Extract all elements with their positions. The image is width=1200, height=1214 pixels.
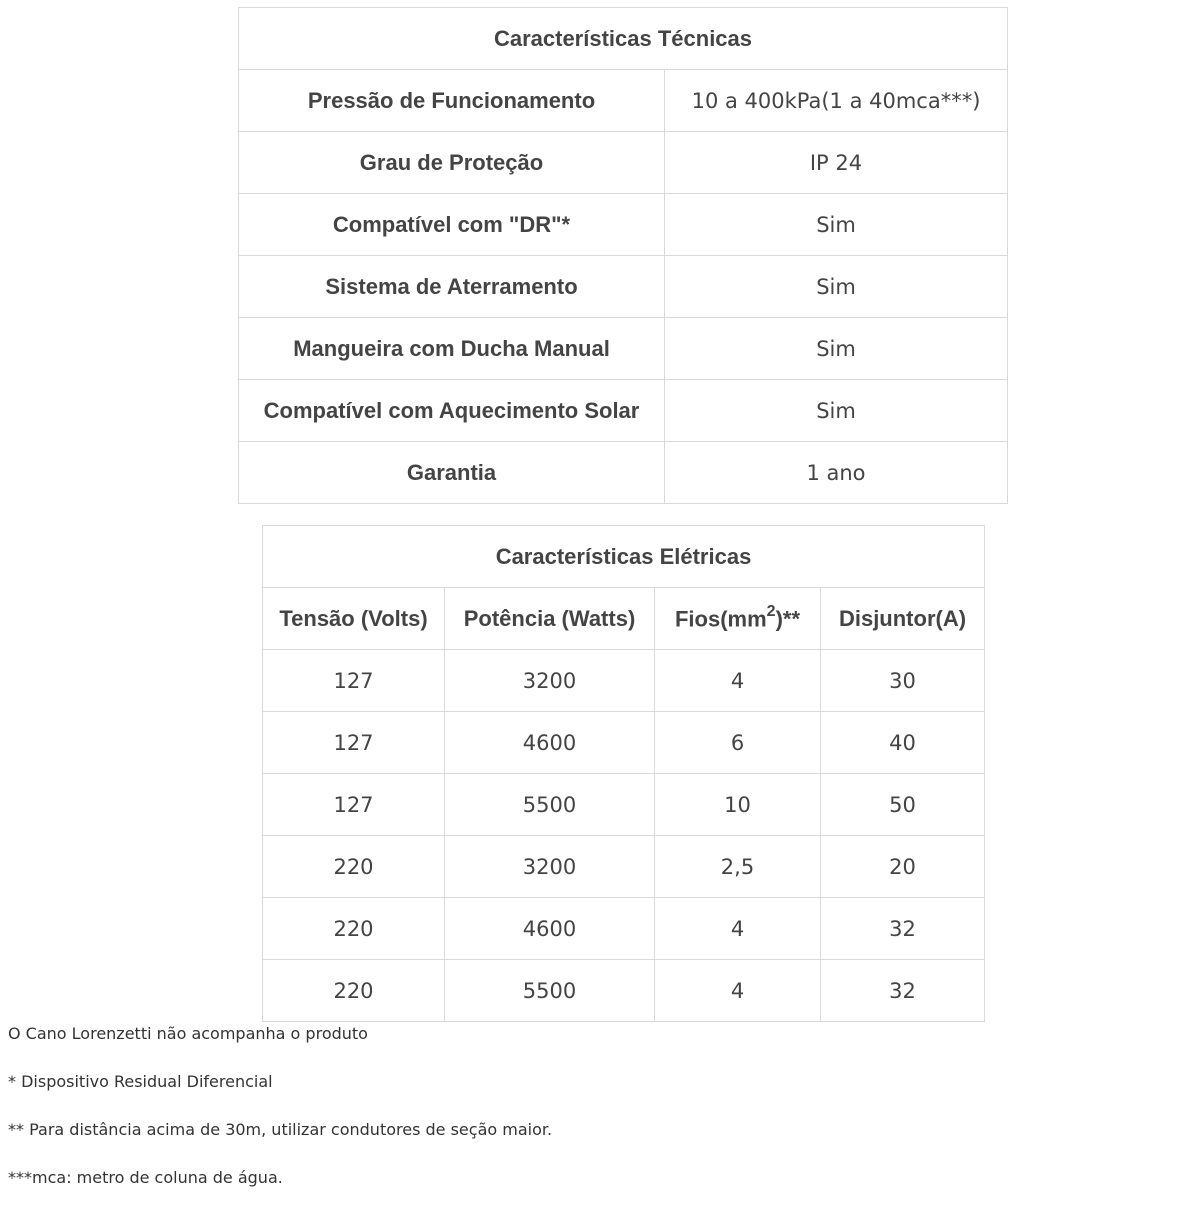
cell-voltage: 127 xyxy=(263,712,445,774)
cell-power: 4600 xyxy=(445,898,655,960)
table-row xyxy=(239,318,1008,380)
spec-value: 1 ano xyxy=(665,442,1008,504)
electrical-table-title: Características Elétricas xyxy=(263,526,985,588)
spec-value: Sim xyxy=(665,194,1008,256)
technical-specs-table xyxy=(238,7,1008,504)
table-row xyxy=(263,774,985,836)
header-wires-prefix: Fios(mm xyxy=(674,606,767,632)
header-voltage: Tensão (Volts) xyxy=(263,588,445,650)
footnote-pipe: O Cano Lorenzetti não acompanha o produto xyxy=(8,1024,368,1043)
cell-power: 5500 xyxy=(445,774,655,836)
table-row xyxy=(239,442,1008,504)
header-breaker: Disjuntor(A) xyxy=(821,588,985,650)
header-power: Potência (Watts) xyxy=(445,588,655,650)
table-header-row xyxy=(263,588,985,650)
spec-value: Sim xyxy=(665,318,1008,380)
footnote-mca: ***mca: metro de coluna de água. xyxy=(8,1168,283,1187)
cell-wires: 4 xyxy=(655,650,821,712)
footnote-wires: ** Para distância acima de 30m, utilizar condutores de seção maior. xyxy=(8,1120,553,1139)
spec-label: Grau de Proteção xyxy=(239,132,665,194)
cell-voltage: 220 xyxy=(263,960,445,1022)
cell-breaker: 20 xyxy=(821,836,985,898)
spec-value: 10 a 400kPa(1 a 40mca***) xyxy=(665,70,1008,132)
cell-voltage: 127 xyxy=(263,650,445,712)
table-row xyxy=(263,836,985,898)
spec-label: Sistema de Aterramento xyxy=(239,256,665,318)
cell-voltage: 220 xyxy=(263,898,445,960)
table-row xyxy=(239,70,1008,132)
cell-breaker: 40 xyxy=(821,712,985,774)
table-row xyxy=(239,194,1008,256)
header-wires-suffix: )** xyxy=(775,606,801,632)
cell-voltage: 220 xyxy=(263,836,445,898)
cell-wires: 10 xyxy=(655,774,821,836)
cell-power: 3200 xyxy=(445,650,655,712)
cell-breaker: 32 xyxy=(821,960,985,1022)
spec-value: IP 24 xyxy=(665,132,1008,194)
footnotes xyxy=(8,1022,1188,1214)
cell-breaker: 32 xyxy=(821,898,985,960)
technical-table-title: Características Técnicas xyxy=(239,8,1008,70)
spec-label: Compatível com "DR"* xyxy=(239,194,665,256)
table-title-row xyxy=(263,526,985,588)
header-wires xyxy=(655,588,821,650)
table-row xyxy=(239,132,1008,194)
spec-value: Sim xyxy=(665,380,1008,442)
cell-wires: 4 xyxy=(655,898,821,960)
table-row xyxy=(263,650,985,712)
cell-breaker: 30 xyxy=(821,650,985,712)
table-row xyxy=(263,712,985,774)
cell-power: 5500 xyxy=(445,960,655,1022)
cell-breaker: 50 xyxy=(821,774,985,836)
cell-wires: 6 xyxy=(655,712,821,774)
table-title-row xyxy=(239,8,1008,70)
spec-label: Garantia xyxy=(239,442,665,504)
spec-value: Sim xyxy=(665,256,1008,318)
table-row xyxy=(239,380,1008,442)
cell-power: 4600 xyxy=(445,712,655,774)
cell-wires: 4 xyxy=(655,960,821,1022)
header-wires-superscript: 2 xyxy=(766,602,776,620)
table-row xyxy=(263,960,985,1022)
electrical-specs-table xyxy=(262,525,985,1022)
cell-voltage: 127 xyxy=(263,774,445,836)
cell-wires: 2,5 xyxy=(655,836,821,898)
spec-label: Pressão de Funcionamento xyxy=(239,70,665,132)
spec-label: Mangueira com Ducha Manual xyxy=(239,318,665,380)
cell-power: 3200 xyxy=(445,836,655,898)
table-row xyxy=(239,256,1008,318)
table-row xyxy=(263,898,985,960)
footnote-dr: * Dispositivo Residual Diferencial xyxy=(8,1072,273,1091)
spec-label: Compatível com Aquecimento Solar xyxy=(239,380,665,442)
